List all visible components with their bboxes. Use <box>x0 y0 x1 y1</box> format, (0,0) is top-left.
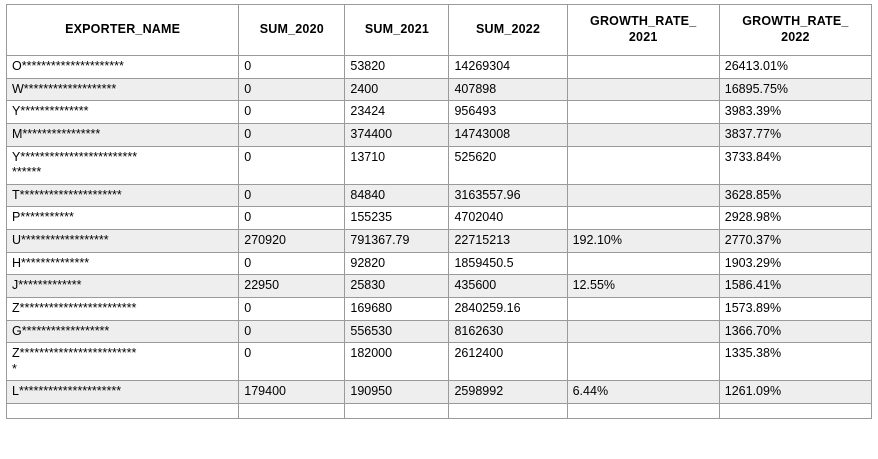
table-body <box>7 56 872 419</box>
cell-growth-rate-2022: 2928.98% <box>719 207 871 230</box>
cell-growth-rate-2021 <box>567 56 719 79</box>
cell-sum-2021: 92820 <box>345 252 449 275</box>
table-row[interactable] <box>7 184 872 207</box>
cell-growth-rate-2022: 2770.37% <box>719 230 871 253</box>
cell-sum-2021: 155235 <box>345 207 449 230</box>
cell-sum-2020: 0 <box>239 101 345 124</box>
cell-partial <box>239 404 345 419</box>
cell-sum-2021: 791367.79 <box>345 230 449 253</box>
column-header-exporter-name[interactable]: EXPORTER_NAME <box>7 5 239 56</box>
column-header-sum-2021[interactable]: SUM_2021 <box>345 5 449 56</box>
cell-partial <box>449 404 567 419</box>
cell-sum-2020: 270920 <box>239 230 345 253</box>
cell-sum-2021: 53820 <box>345 56 449 79</box>
table-row[interactable] <box>7 123 872 146</box>
cell-sum-2022: 525620 <box>449 146 567 184</box>
cell-sum-2022: 2612400 <box>449 343 567 381</box>
cell-sum-2022: 22715213 <box>449 230 567 253</box>
cell-sum-2021: 169680 <box>345 297 449 320</box>
cell-growth-rate-2021 <box>567 320 719 343</box>
cell-sum-2022: 8162630 <box>449 320 567 343</box>
table-row[interactable] <box>7 78 872 101</box>
cell-sum-2020: 22950 <box>239 275 345 298</box>
column-header-growth-rate-2022-line1: GROWTH_RATE_ <box>742 14 849 29</box>
cell-growth-rate-2022: 3628.85% <box>719 184 871 207</box>
cell-growth-rate-2021 <box>567 207 719 230</box>
cell-growth-rate-2021 <box>567 146 719 184</box>
cell-growth-rate-2021 <box>567 101 719 124</box>
column-header-growth-rate-2021-line2: 2021 <box>628 30 658 44</box>
column-header-sum-2020[interactable]: SUM_2020 <box>239 5 345 56</box>
cell-growth-rate-2022: 26413.01% <box>719 56 871 79</box>
cell-sum-2020: 0 <box>239 78 345 101</box>
cell-sum-2021: 25830 <box>345 275 449 298</box>
cell-sum-2022: 956493 <box>449 101 567 124</box>
cell-exporter-name: O********************* <box>7 56 239 79</box>
table-row-partial <box>7 404 872 419</box>
cell-sum-2022: 407898 <box>449 78 567 101</box>
cell-partial <box>567 404 719 419</box>
column-header-growth-rate-2021-line1: GROWTH_RATE_ <box>590 14 697 29</box>
cell-growth-rate-2021: 12.55% <box>567 275 719 298</box>
cell-sum-2020: 0 <box>239 297 345 320</box>
cell-sum-2020: 0 <box>239 56 345 79</box>
cell-sum-2020: 0 <box>239 207 345 230</box>
cell-sum-2021: 23424 <box>345 101 449 124</box>
cell-growth-rate-2021: 6.44% <box>567 381 719 404</box>
cell-growth-rate-2021 <box>567 78 719 101</box>
cell-growth-rate-2022: 1261.09% <box>719 381 871 404</box>
cell-sum-2020: 0 <box>239 184 345 207</box>
cell-growth-rate-2021 <box>567 123 719 146</box>
cell-exporter-name: Y************************ ****** <box>7 146 239 184</box>
cell-sum-2020: 0 <box>239 320 345 343</box>
exporter-growth-table <box>6 4 872 419</box>
column-header-sum-2022[interactable]: SUM_2022 <box>449 5 567 56</box>
table-row[interactable] <box>7 252 872 275</box>
cell-growth-rate-2022: 1366.70% <box>719 320 871 343</box>
cell-exporter-name: Z************************ * <box>7 343 239 381</box>
cell-exporter-name: J************* <box>7 275 239 298</box>
table-row[interactable] <box>7 381 872 404</box>
table-row[interactable] <box>7 275 872 298</box>
cell-sum-2022: 14743008 <box>449 123 567 146</box>
cell-growth-rate-2022: 1586.41% <box>719 275 871 298</box>
cell-exporter-name: T********************* <box>7 184 239 207</box>
cell-sum-2021: 2400 <box>345 78 449 101</box>
cell-partial <box>345 404 449 419</box>
cell-sum-2021: 556530 <box>345 320 449 343</box>
cell-sum-2020: 0 <box>239 123 345 146</box>
table-row[interactable] <box>7 343 872 381</box>
cell-growth-rate-2022: 1903.29% <box>719 252 871 275</box>
cell-exporter-name: U****************** <box>7 230 239 253</box>
column-header-growth-rate-2021[interactable] <box>567 5 719 56</box>
table-row[interactable] <box>7 230 872 253</box>
cell-sum-2022: 4702040 <box>449 207 567 230</box>
cell-sum-2020: 0 <box>239 146 345 184</box>
cell-sum-2022: 2598992 <box>449 381 567 404</box>
cell-sum-2022: 1859450.5 <box>449 252 567 275</box>
cell-exporter-name: M**************** <box>7 123 239 146</box>
table-row[interactable] <box>7 207 872 230</box>
cell-growth-rate-2021 <box>567 252 719 275</box>
cell-sum-2021: 13710 <box>345 146 449 184</box>
cell-sum-2021: 84840 <box>345 184 449 207</box>
table-row[interactable] <box>7 320 872 343</box>
cell-sum-2021: 374400 <box>345 123 449 146</box>
table-row[interactable] <box>7 56 872 79</box>
cell-growth-rate-2022: 3733.84% <box>719 146 871 184</box>
table-row[interactable] <box>7 297 872 320</box>
cell-growth-rate-2021 <box>567 297 719 320</box>
table-header-row <box>7 5 872 56</box>
cell-growth-rate-2022: 3983.39% <box>719 101 871 124</box>
cell-sum-2021: 182000 <box>345 343 449 381</box>
cell-sum-2020: 179400 <box>239 381 345 404</box>
cell-growth-rate-2021 <box>567 184 719 207</box>
cell-growth-rate-2022: 16895.75% <box>719 78 871 101</box>
cell-partial <box>719 404 871 419</box>
cell-exporter-name: W******************* <box>7 78 239 101</box>
cell-sum-2021: 190950 <box>345 381 449 404</box>
table-row[interactable] <box>7 101 872 124</box>
table-header <box>7 5 872 56</box>
cell-growth-rate-2022: 1573.89% <box>719 297 871 320</box>
cell-exporter-name: P*********** <box>7 207 239 230</box>
cell-partial <box>7 404 239 419</box>
cell-exporter-name: L********************* <box>7 381 239 404</box>
cell-growth-rate-2022: 1335.38% <box>719 343 871 381</box>
cell-exporter-name: Z************************ <box>7 297 239 320</box>
cell-sum-2020: 0 <box>239 343 345 381</box>
cell-exporter-name: Y************** <box>7 101 239 124</box>
table-row[interactable] <box>7 146 872 184</box>
cell-exporter-name: G****************** <box>7 320 239 343</box>
cell-growth-rate-2022: 3837.77% <box>719 123 871 146</box>
cell-sum-2022: 2840259.16 <box>449 297 567 320</box>
column-header-growth-rate-2022[interactable] <box>719 5 871 56</box>
column-header-growth-rate-2022-line2: 2022 <box>781 30 810 44</box>
cell-growth-rate-2021 <box>567 343 719 381</box>
cell-sum-2022: 14269304 <box>449 56 567 79</box>
cell-exporter-name: H************** <box>7 252 239 275</box>
cell-sum-2022: 435600 <box>449 275 567 298</box>
cell-growth-rate-2021: 192.10% <box>567 230 719 253</box>
cell-sum-2022: 3163557.96 <box>449 184 567 207</box>
cell-sum-2020: 0 <box>239 252 345 275</box>
